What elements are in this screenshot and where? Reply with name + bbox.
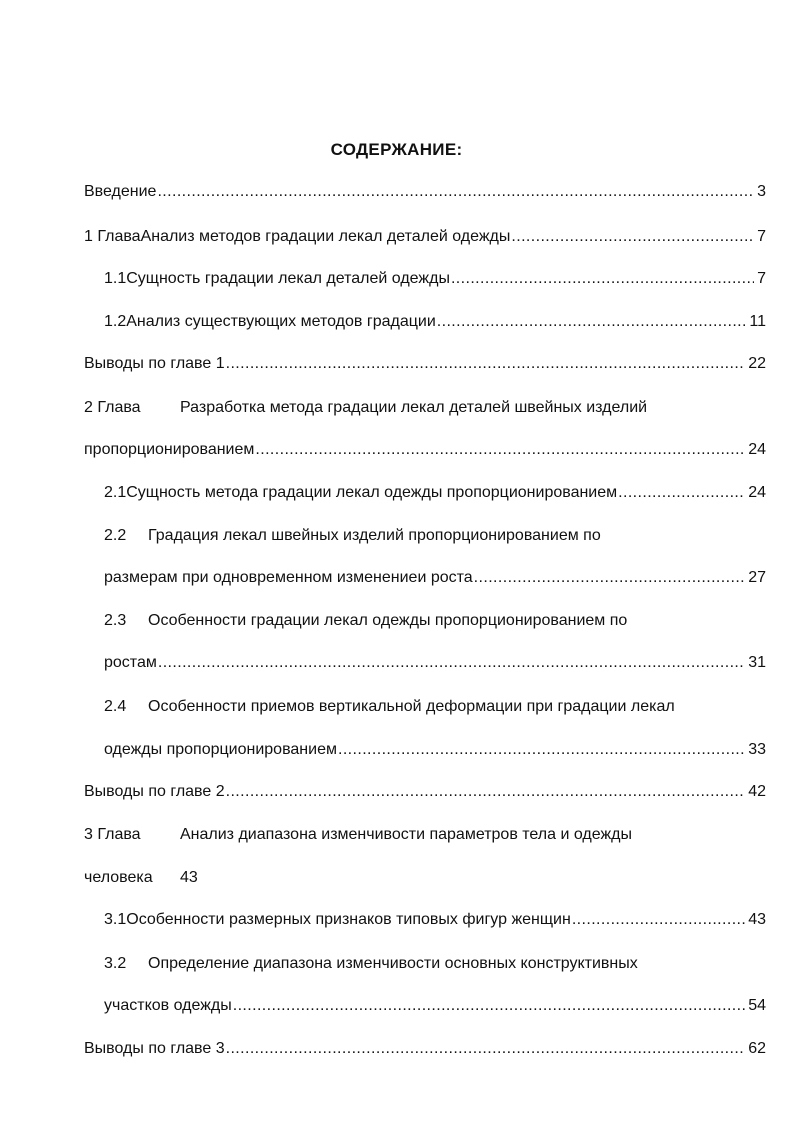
toc-page-number: 42 — [748, 783, 766, 800]
toc-entry-text: Анализ существующих методов градации — [126, 313, 436, 330]
toc-entry-text: Выводы по главе 1 — [84, 355, 225, 372]
toc-page-number: 24 — [748, 484, 766, 501]
toc-chapter-number: 1 Глава — [84, 228, 141, 245]
toc-entry-section-3-2[interactable] — [104, 953, 766, 975]
toc-chapter-number: 2 Глава — [84, 399, 141, 416]
toc-page-number: 27 — [748, 569, 766, 586]
toc-entry-intro[interactable] — [84, 181, 766, 203]
toc-entry-chapter-3-continued[interactable] — [84, 867, 766, 889]
toc-entry-section-2-4-continued[interactable] — [104, 739, 766, 761]
toc-leader-dots — [233, 995, 745, 1017]
toc-page-number: 22 — [748, 355, 766, 372]
toc-leader-dots — [572, 909, 745, 931]
toc-leader-dots — [157, 181, 754, 203]
toc-page-number: 54 — [748, 997, 766, 1014]
toc-section-number: 2.4 — [104, 698, 127, 715]
toc-entry-text: Особенности приемов вертикальной деформации при градации лекал — [148, 698, 675, 715]
toc-page-number: 31 — [748, 654, 766, 671]
toc-page-number: 3 — [757, 183, 766, 200]
toc-entry-text: Градация лекал швейных изделий пропорционированием по — [148, 527, 601, 544]
toc-entry-text: Анализ методов градации лекал деталей одежды — [140, 228, 511, 245]
toc-entry-text: Особенности размерных признаков типовых фигур женщин — [126, 911, 571, 928]
toc-entry-text: человека — [84, 869, 153, 886]
toc-entry-section-1-2[interactable] — [104, 311, 766, 333]
toc-entry-section-2-2-continued[interactable] — [104, 567, 766, 589]
toc-section-number: 2.3 — [104, 612, 127, 629]
toc-page-number: 11 — [749, 313, 766, 330]
toc-entry-chapter-2[interactable] — [84, 397, 766, 419]
toc-section-number: 1.1 — [104, 270, 127, 287]
toc-entry-chapter-1[interactable] — [84, 226, 766, 248]
toc-entry-text: Определение диапазона изменчивости основных конструктивных — [148, 955, 638, 972]
toc-entry-text: Сущность градации лекал деталей одежды — [126, 270, 450, 287]
toc-chapter-number: 3 Глава — [84, 826, 141, 843]
toc-page-number: 43 — [748, 911, 766, 928]
toc-section-number: 2.2 — [104, 527, 127, 544]
toc-entry-text: Выводы по главе 2 — [84, 783, 225, 800]
toc-page-number: 33 — [748, 741, 766, 758]
toc-entry-text: Сущность метода градации лекал одежды пропорционированием — [126, 484, 618, 501]
toc-leader-dots — [226, 353, 746, 375]
toc-entry-section-3-2-continued[interactable] — [104, 995, 766, 1017]
toc-leader-dots — [255, 439, 745, 461]
toc-leader-dots — [226, 781, 746, 803]
toc-entry-text: ростам — [104, 654, 157, 671]
toc-page-number: 62 — [748, 1040, 766, 1057]
toc-entry-section-2-3-continued[interactable] — [104, 652, 766, 674]
toc-entry-chapter-2-continued[interactable] — [84, 439, 766, 461]
toc-entry-text: Выводы по главе 3 — [84, 1040, 225, 1057]
toc-entry-text: Введение — [84, 183, 157, 200]
toc-leader-dots — [338, 739, 745, 761]
toc-leader-dots — [511, 226, 754, 248]
toc-section-number: 3.2 — [104, 955, 127, 972]
toc-leader-dots — [158, 652, 745, 674]
toc-page-number: 7 — [757, 270, 766, 287]
toc-page-number: 7 — [757, 228, 766, 245]
toc-entry-section-1-1[interactable] — [104, 268, 766, 290]
toc-section-number: 3.1 — [104, 911, 127, 928]
toc-leader-dots — [226, 1038, 746, 1060]
toc-leader-dots — [618, 482, 745, 504]
toc-entry-text: одежды пропорционированием — [104, 741, 337, 758]
toc-page-number: 24 — [748, 441, 766, 458]
toc-section-number: 2.1 — [104, 484, 127, 501]
toc-entry-conclusions-2[interactable] — [84, 781, 766, 803]
toc-entry-section-2-1[interactable] — [104, 482, 766, 504]
toc-entry-section-2-3[interactable] — [104, 610, 766, 632]
toc-leader-dots — [451, 268, 754, 290]
toc-leader-dots — [437, 311, 747, 333]
toc-entry-section-2-2[interactable] — [104, 525, 766, 547]
toc-entry-text: Разработка метода градации лекал деталей швейных изделий — [180, 399, 648, 416]
toc-entry-section-2-4[interactable] — [104, 696, 766, 718]
toc-entry-text: Особенности градации лекал одежды пропорционированием по — [148, 612, 628, 629]
toc-page-number: 43 — [180, 869, 198, 886]
toc-entry-text: пропорционированием — [84, 441, 255, 458]
toc-leader-dots — [474, 567, 746, 589]
toc-entry-text: участков одежды — [104, 997, 232, 1014]
toc-section-number: 1.2 — [104, 313, 127, 330]
toc-entry-conclusions-1[interactable] — [84, 353, 766, 375]
toc-entry-text: Анализ диапазона изменчивости параметров тела и одежды — [180, 826, 632, 843]
toc-entry-section-3-1[interactable] — [104, 909, 766, 931]
page-title: СОДЕРЖАНИЕ: — [330, 140, 463, 159]
toc-entry-chapter-3[interactable] — [84, 824, 766, 846]
toc-entry-text: размерам при одновременном изменениеи роста — [104, 569, 473, 586]
toc-entry-conclusions-3[interactable] — [84, 1038, 766, 1060]
